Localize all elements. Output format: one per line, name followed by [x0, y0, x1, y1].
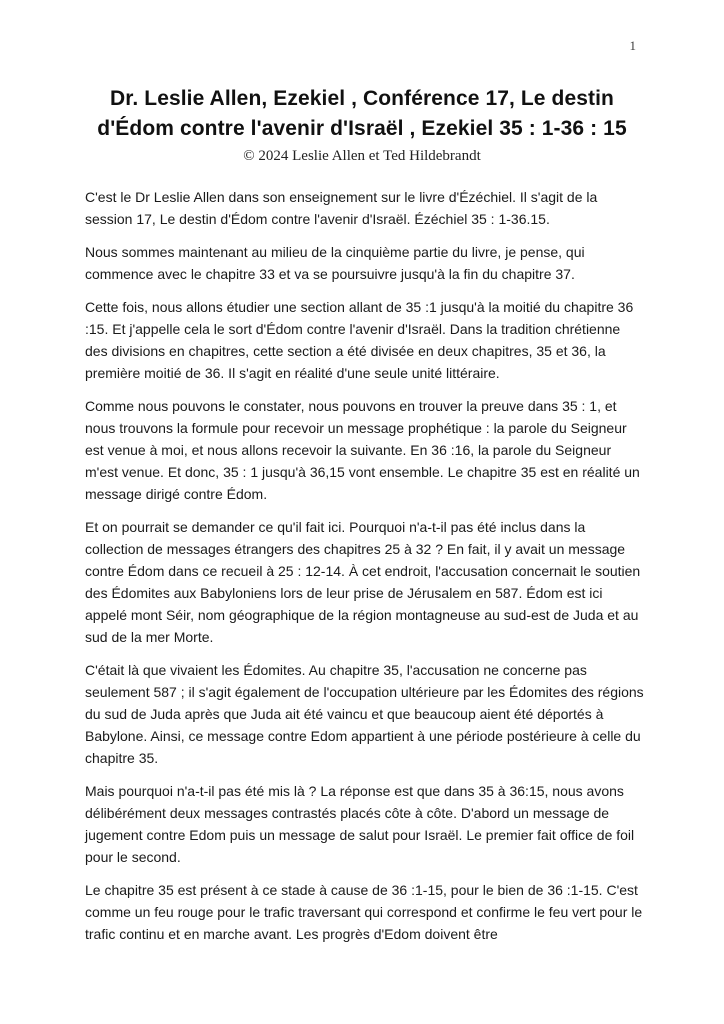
copyright-line: © 2024 Leslie Allen et Ted Hildebrandt [243, 148, 481, 164]
page-number: 1 [629, 38, 636, 53]
document-title-line-1: Dr. Leslie Allen, Ezekiel , Conférence 17, Le destin [110, 87, 614, 110]
document-body [85, 186, 644, 945]
paragraph-8: Le chapitre 35 est présent à ce stade à cause de 36 :1-15, pour le bien de 36 :1-15. C'est comme un feu rouge pour le trafic traversant qui correspond et confirme le feu vert pour le trafic continu et en marche avant. Les progrès d'Edom doivent être [85, 882, 643, 942]
paragraph-6: C'était là que vivaient les Édomites. Au chapitre 35, l'accusation ne concerne pas seulement 587 ; il s'agit également de l'occupation ultérieure par les Édomites des régions du sud de Juda après que Juda ait été vaincu et que beaucoup aient été déportés à Babylone. Ainsi, ce message contre Edom appartient à une période postérieure à celle du chapitre 35. [85, 662, 644, 766]
paragraph-5: Et on pourrait se demander ce qu'il fait ici. Pourquoi n'a-t-il pas été inclus dans la collection de messages étrangers des chapitres 25 à 32 ? En fait, il y avait un message contre Édom dans ce recueil à 25 : 12-14. À cet endroit, l'accusation concernait le soutien des Édomites aux Babyloniens lors de leur prise de Jérusalem en 587. Édom est ici appelé mont Séir, nom géographique de la région montagneuse au sud-est de Juda et au sud de la mer Morte. [85, 519, 641, 645]
paragraph-1: C'est le Dr Leslie Allen dans son enseignement sur le livre d'Ézéchiel. Il s'agit de la session 17, Le destin d'Édom contre l'avenir d'Israël. Ézéchiel 35 : 1-36.15. [85, 189, 598, 227]
paragraph-4: Comme nous pouvons le constater, nous pouvons en trouver la preuve dans 35 : 1, et nous trouvons la formule pour recevoir un message prophétique : la parole du Seigneur est venue à moi, et nous allons recevoir la suivante. En 36 :16, la parole du Seigneur m'est venue. Et donc, 35 : 1 jusqu'à 36,15 vont ensemble. Le chapitre 35 est en réalité un message dirigé contre Édom. [85, 398, 640, 502]
paragraph-7: Mais pourquoi n'a-t-il pas été mis là ? La réponse est que dans 35 à 36:15, nous avons délibérément deux messages contrastés placés côte à côte. D'abord un message de jugement contre Edom puis un message de salut pour Israël. Le premier fait office de foil pour le second. [85, 783, 635, 865]
paragraph-2: Nous sommes maintenant au milieu de la cinquième partie du livre, je pense, qui commence avec le chapitre 33 et va se poursuivre jusqu'à la fin du chapitre 37. [85, 244, 585, 282]
paragraph-3: Cette fois, nous allons étudier une section allant de 35 :1 jusqu'à la moitié du chapitre 36 :15. Et j'appelle cela le sort d'Édom contre l'avenir d'Israël. Dans la tradition chrétienne des divisions en chapitres, cette section a été divisée en deux chapitres, 35 et 36, la première moitié de 36. Il s'agit en réalité d'une seule unité littéraire. [85, 299, 634, 381]
title-block [0, 0, 724, 166]
document-title-line-2: d'Édom contre l'avenir d'Israël , Ezekiel 35 : 1-36 : 15 [97, 117, 627, 140]
